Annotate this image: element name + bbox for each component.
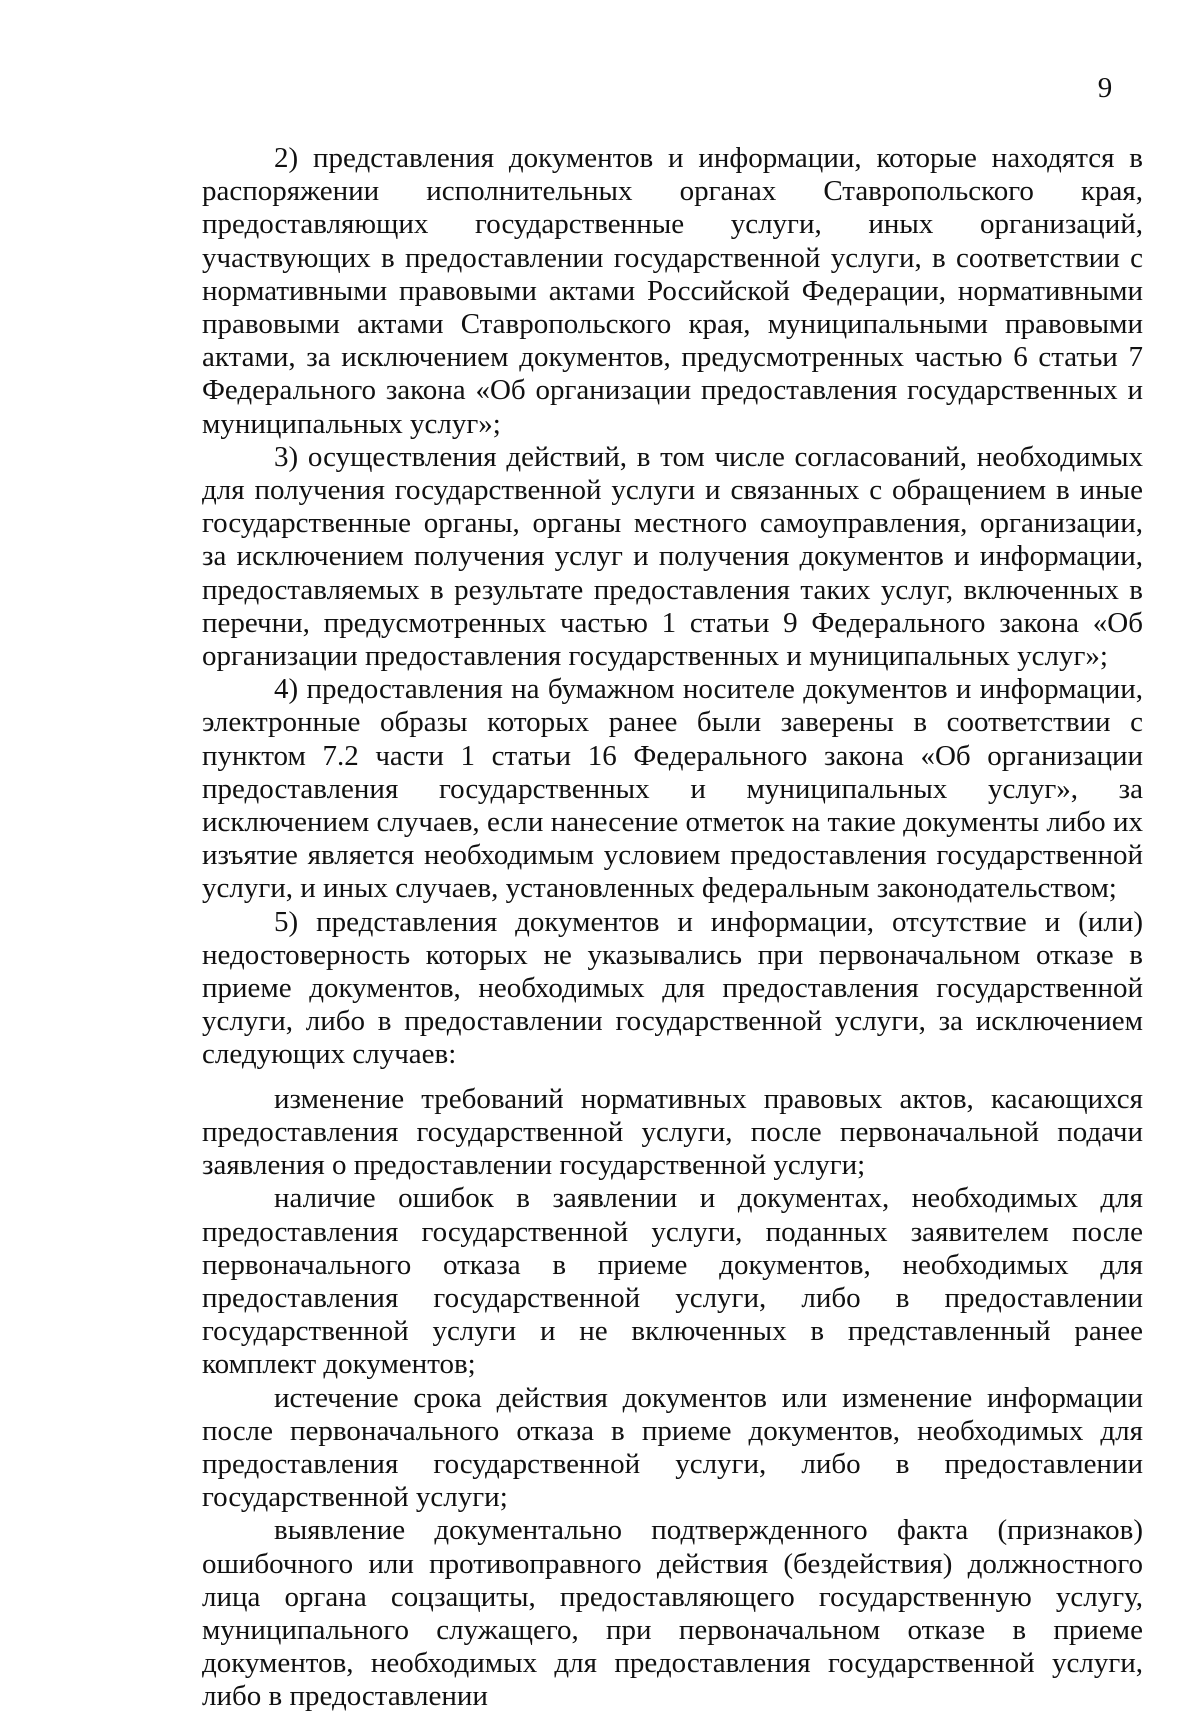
paragraph-exception-misconduct: выявление документально подтвержденного факта (признаков) ошибочного или противоправного действия (бездействия) должностного лица органа соцзащиты, предоставляющего государственную услугу, муниципального служащего, при первоначальном отказе в приеме документов, необходимых для предоставления государственной услуги, либо в предоставлении bbox=[202, 1514, 1143, 1713]
paragraph-exception-errors: наличие ошибок в заявлении и документах, необходимых для предоставления государственной услуги, поданных заявителем после первоначального отказа в приеме документов, необходимых для предоставления государственной услуги, либо в предоставлении государственной услуги и не включенных в представленный ранее комплект документов; bbox=[202, 1182, 1143, 1381]
paragraph-exception-requirements-change: изменение требований нормативных правовых актов, касающихся предоставления государственной услуги, после первоначальной подачи заявления о предоставлении государственной услуги; bbox=[202, 1082, 1143, 1182]
paragraph-item-3: 3) осуществления действий, в том числе согласований, необходимых для получения государственной услуги и связанных с обращением в иные государственные органы, органы местного самоуправления, организации, за исключением получения услуг и получения документов и информации, предоставляемых в результате предоставления таких услуг, включенных в перечни, предусмотренных частью 1 статьи 9 Федерального закона «Об организации предоставления государственных и муниципальных услуг»; bbox=[202, 440, 1143, 673]
paragraph-item-5: 5) представления документов и информации, отсутствие и (или) недостоверность которых не указывались при первоначальном отказе в приеме документов, необходимых для предоставления государственной услуги, либо в предоставлении государственной услуги, за исключением следующих случаев: bbox=[202, 905, 1143, 1071]
paragraph-item-4: 4) предоставления на бумажном носителе документов и информации, электронные образы которых ранее были заверены в соответствии с пунктом 7.2 части 1 статьи 16 Федерального закона «Об организации предоставления государственных и муниципальных услуг», за исключением случаев, если нанесение отметок на такие документы либо их изъятие является необходимым условием предоставления государственной услуги, и иных случаев, установленных федеральным законодательством; bbox=[202, 673, 1143, 905]
paragraph-item-2: 2) представления документов и информации, которые находятся в распоряжении исполнительных органах Ставропольского края, предоставляющих государственные услуги, иных организаций, участвующих в предоставлении государственной услуги, в соответствии с нормативными правовыми актами Российской Федерации, нормативными правовыми актами Ставропольского края, муниципальными правовыми актами, за исключением документов, предусмотренных частью 6 статьи 7 Федерального закона «Об организации предоставления государственных и муниципальных услуг»; bbox=[202, 142, 1143, 440]
page-number: 9 bbox=[1097, 72, 1113, 104]
paragraph-exception-expiry: истечение срока действия документов или изменение информации после первоначального отказа в приеме документов, необходимых для предоставления государственной услуги, либо в предоставлении государственной услуги; bbox=[202, 1381, 1143, 1514]
document-body bbox=[202, 142, 1143, 1714]
